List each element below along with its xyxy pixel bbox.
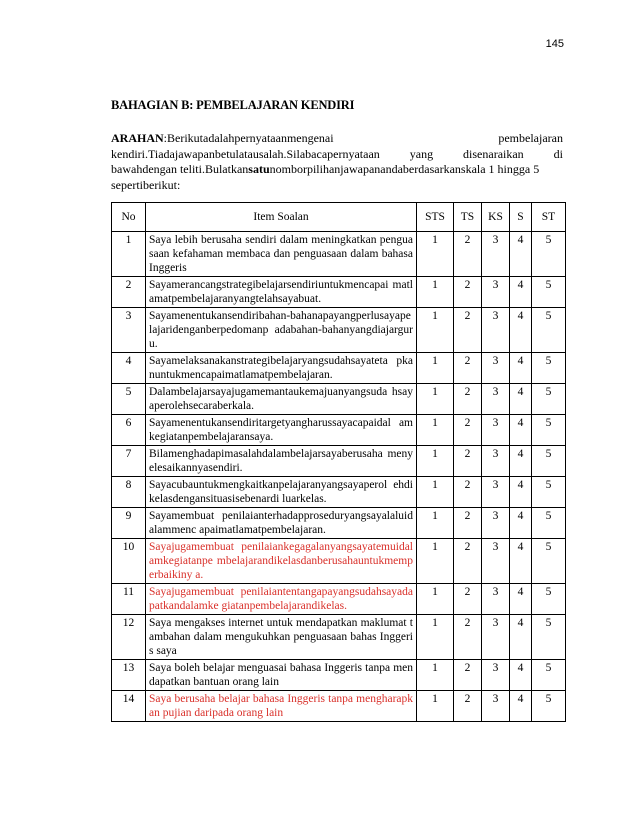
- instructions: [111, 131, 563, 193]
- row-number: 11: [112, 584, 146, 615]
- scale-option-3[interactable]: 3: [482, 415, 510, 446]
- scale-option-5[interactable]: 5: [532, 477, 566, 508]
- table-row: [112, 308, 566, 353]
- item-statement: Bilamenghadapimasalahdalambelajarsayaberusaha menyelesaikannyasendiri.: [146, 446, 417, 477]
- table-row: [112, 277, 566, 308]
- scale-option-5[interactable]: 5: [532, 353, 566, 384]
- item-statement: Saya mengakses internet untuk mendapatkan maklumat tambahan dalam mengukuhkan penguasaan bahas Inggeris saya: [146, 615, 417, 660]
- instructions-text: di: [553, 146, 563, 161]
- table-row: [112, 508, 566, 539]
- scale-option-3[interactable]: 3: [482, 446, 510, 477]
- row-number: 7: [112, 446, 146, 477]
- row-number: 4: [112, 353, 146, 384]
- row-number: 10: [112, 539, 146, 584]
- scale-option-5[interactable]: 5: [532, 660, 566, 691]
- scale-option-1[interactable]: 1: [417, 353, 454, 384]
- scale-option-3[interactable]: 3: [482, 584, 510, 615]
- scale-option-5[interactable]: 5: [532, 384, 566, 415]
- scale-option-1[interactable]: 1: [417, 277, 454, 308]
- scale-option-3[interactable]: 3: [482, 508, 510, 539]
- instructions-text: kendiri.Tiadajawapanbetulatausalah.Silabacapernyataan: [111, 146, 380, 161]
- instructions-text: disenaraikan: [463, 146, 524, 161]
- scale-option-2[interactable]: 2: [454, 660, 482, 691]
- survey-table: [111, 202, 566, 722]
- table-row: [112, 384, 566, 415]
- table-row: [112, 477, 566, 508]
- scale-option-4[interactable]: 4: [510, 446, 532, 477]
- item-statement: Sayamenentukansendiribahan-bahanapayangperlusayapelajaridenganberpedomanp adabahan-bahanyangdiajarguru.: [146, 308, 417, 353]
- scale-option-5[interactable]: 5: [532, 446, 566, 477]
- item-statement: Sayajugamembuat penilaiankegagalanyangsayatemuidalamkegiatanpe mbelajarandikelasdanberusahauntukmemperbaikiny a.: [146, 539, 417, 584]
- scale-option-3[interactable]: 3: [482, 308, 510, 353]
- table-header-row: [112, 203, 566, 232]
- instructions-emphasis: satu: [248, 162, 270, 176]
- scale-option-5[interactable]: 5: [532, 508, 566, 539]
- header-ks: KS: [482, 203, 510, 232]
- scale-option-2[interactable]: 2: [454, 232, 482, 277]
- scale-option-1[interactable]: 1: [417, 384, 454, 415]
- item-statement: Sayamelaksanakanstrategibelajaryangsudahsayateta pkanuntukmencapaimatlamatpembelajaran.: [146, 353, 417, 384]
- row-number: 13: [112, 660, 146, 691]
- header-ts: TS: [454, 203, 482, 232]
- scale-option-5[interactable]: 5: [532, 691, 566, 722]
- scale-option-1[interactable]: 1: [417, 232, 454, 277]
- row-number: 12: [112, 615, 146, 660]
- scale-option-3[interactable]: 3: [482, 277, 510, 308]
- scale-option-2[interactable]: 2: [454, 353, 482, 384]
- scale-option-2[interactable]: 2: [454, 415, 482, 446]
- scale-option-5[interactable]: 5: [532, 308, 566, 353]
- scale-option-5[interactable]: 5: [532, 232, 566, 277]
- table-row: [112, 615, 566, 660]
- header-s: S: [510, 203, 532, 232]
- scale-option-4[interactable]: 4: [510, 384, 532, 415]
- scale-option-4[interactable]: 4: [510, 508, 532, 539]
- table-row: [112, 353, 566, 384]
- scale-option-5[interactable]: 5: [532, 615, 566, 660]
- scale-option-4[interactable]: 4: [510, 660, 532, 691]
- row-number: 2: [112, 277, 146, 308]
- scale-option-1[interactable]: 1: [417, 584, 454, 615]
- instructions-text: yang: [409, 146, 434, 161]
- scale-option-4[interactable]: 4: [510, 232, 532, 277]
- table-row: [112, 660, 566, 691]
- instructions-line-3: [111, 162, 563, 178]
- scale-option-3[interactable]: 3: [482, 660, 510, 691]
- item-statement: Sayamembuat penilaianterhadapproseduryangsayalaluidalammenc apaimatlamatpembelajaran.: [146, 508, 417, 539]
- section-heading: BAHAGIAN B: PEMBELAJARAN KENDIRI: [111, 98, 355, 112]
- scale-option-4[interactable]: 4: [510, 615, 532, 660]
- table-row: [112, 446, 566, 477]
- scale-option-5[interactable]: 5: [532, 584, 566, 615]
- scale-option-2[interactable]: 2: [454, 539, 482, 584]
- instructions-label: ARAHAN: [111, 131, 164, 145]
- scale-option-3[interactable]: 3: [482, 384, 510, 415]
- header-sts: STS: [417, 203, 454, 232]
- scale-option-5[interactable]: 5: [532, 539, 566, 584]
- table-row: [112, 539, 566, 584]
- scale-option-4[interactable]: 4: [510, 584, 532, 615]
- instructions-line-4: sepertiberikut:: [111, 177, 181, 192]
- scale-option-1[interactable]: 1: [417, 477, 454, 508]
- scale-option-2[interactable]: 2: [454, 615, 482, 660]
- scale-option-4[interactable]: 4: [510, 277, 532, 308]
- table-row: [112, 691, 566, 722]
- table-row: [112, 584, 566, 615]
- scale-option-4[interactable]: 4: [510, 539, 532, 584]
- scale-option-2[interactable]: 2: [454, 584, 482, 615]
- scale-option-1[interactable]: 1: [417, 691, 454, 722]
- item-statement: Dalambelajarsayajugamemantaukemajuanyangsuda hsayaperolehsecaraberkala.: [146, 384, 417, 415]
- scale-option-3[interactable]: 3: [482, 691, 510, 722]
- item-statement: Sayamerancangstrategibelajarsendiriuntukmencapai matlamatpembelajaranyangtelahsayabuat.: [146, 277, 417, 308]
- row-number: 8: [112, 477, 146, 508]
- header-item: Item Soalan: [146, 203, 417, 232]
- item-statement: Sayacubauntukmengkaitkanpelajaranyangsayaperol ehdikelasdengansituasisebenardi luarkelas.: [146, 477, 417, 508]
- item-statement: Sayamenentukansendiritargetyangharussayacapaidal amkegiatanpembelajaransaya.: [146, 415, 417, 446]
- scale-option-2[interactable]: 2: [454, 277, 482, 308]
- scale-option-1[interactable]: 1: [417, 446, 454, 477]
- scale-option-1[interactable]: 1: [417, 539, 454, 584]
- scale-option-1[interactable]: 1: [417, 615, 454, 660]
- scale-option-1[interactable]: 1: [417, 308, 454, 353]
- header-no: No: [112, 203, 146, 232]
- scale-option-2[interactable]: 2: [454, 446, 482, 477]
- scale-option-5[interactable]: 5: [532, 277, 566, 308]
- scale-option-3[interactable]: 3: [482, 353, 510, 384]
- scale-option-3[interactable]: 3: [482, 232, 510, 277]
- scale-option-2[interactable]: 2: [454, 384, 482, 415]
- instructions-line-2: [111, 147, 563, 163]
- row-number: 5: [112, 384, 146, 415]
- scale-option-2[interactable]: 2: [454, 508, 482, 539]
- instructions-text: nomborpilihanjawapanandaberdasarkanskala 1 hingga 5: [269, 162, 540, 176]
- item-statement: Sayajugamembuat penilaiantentangapayangsudahsayadapatkandalamke giatanpembelajarandikelas.: [146, 584, 417, 615]
- page-number: 145: [545, 38, 564, 50]
- scale-option-4[interactable]: 4: [510, 308, 532, 353]
- row-number: 1: [112, 232, 146, 277]
- scale-option-3[interactable]: 3: [482, 615, 510, 660]
- table-row: [112, 415, 566, 446]
- scale-option-4[interactable]: 4: [510, 691, 532, 722]
- scale-option-1[interactable]: 1: [417, 660, 454, 691]
- item-statement: Saya lebih berusaha sendiri dalam meningkatkan penguasaan kefahaman membaca dan penguasaan dalam bahasa Inggeris: [146, 232, 417, 277]
- scale-option-3[interactable]: 3: [482, 539, 510, 584]
- row-number: 9: [112, 508, 146, 539]
- instructions-text: pembelajaran: [498, 131, 563, 145]
- row-number: 3: [112, 308, 146, 353]
- row-number: 14: [112, 691, 146, 722]
- scale-option-4[interactable]: 4: [510, 353, 532, 384]
- header-st: ST: [532, 203, 566, 232]
- scale-option-4[interactable]: 4: [510, 477, 532, 508]
- scale-option-1[interactable]: 1: [417, 508, 454, 539]
- scale-option-2[interactable]: 2: [454, 477, 482, 508]
- scale-option-4[interactable]: 4: [510, 415, 532, 446]
- instructions-text: bawahdengan teliti.Bulatkan: [111, 162, 249, 176]
- scale-option-3[interactable]: 3: [482, 477, 510, 508]
- scale-option-1[interactable]: 1: [417, 415, 454, 446]
- scale-option-2[interactable]: 2: [454, 691, 482, 722]
- item-statement: Saya berusaha belajar bahasa Inggeris tanpa mengharapkan pujian daripada orang lain: [146, 691, 417, 722]
- item-statement: Saya boleh belajar menguasai bahasa Inggeris tanpa mendapatkan bantuan orang lain: [146, 660, 417, 691]
- instructions-text: :Berikutadalahpernyataanmengenai: [163, 131, 334, 145]
- row-number: 6: [112, 415, 146, 446]
- scale-option-5[interactable]: 5: [532, 415, 566, 446]
- scale-option-2[interactable]: 2: [454, 308, 482, 353]
- instructions-line-1: [111, 131, 563, 147]
- table-row: [112, 232, 566, 277]
